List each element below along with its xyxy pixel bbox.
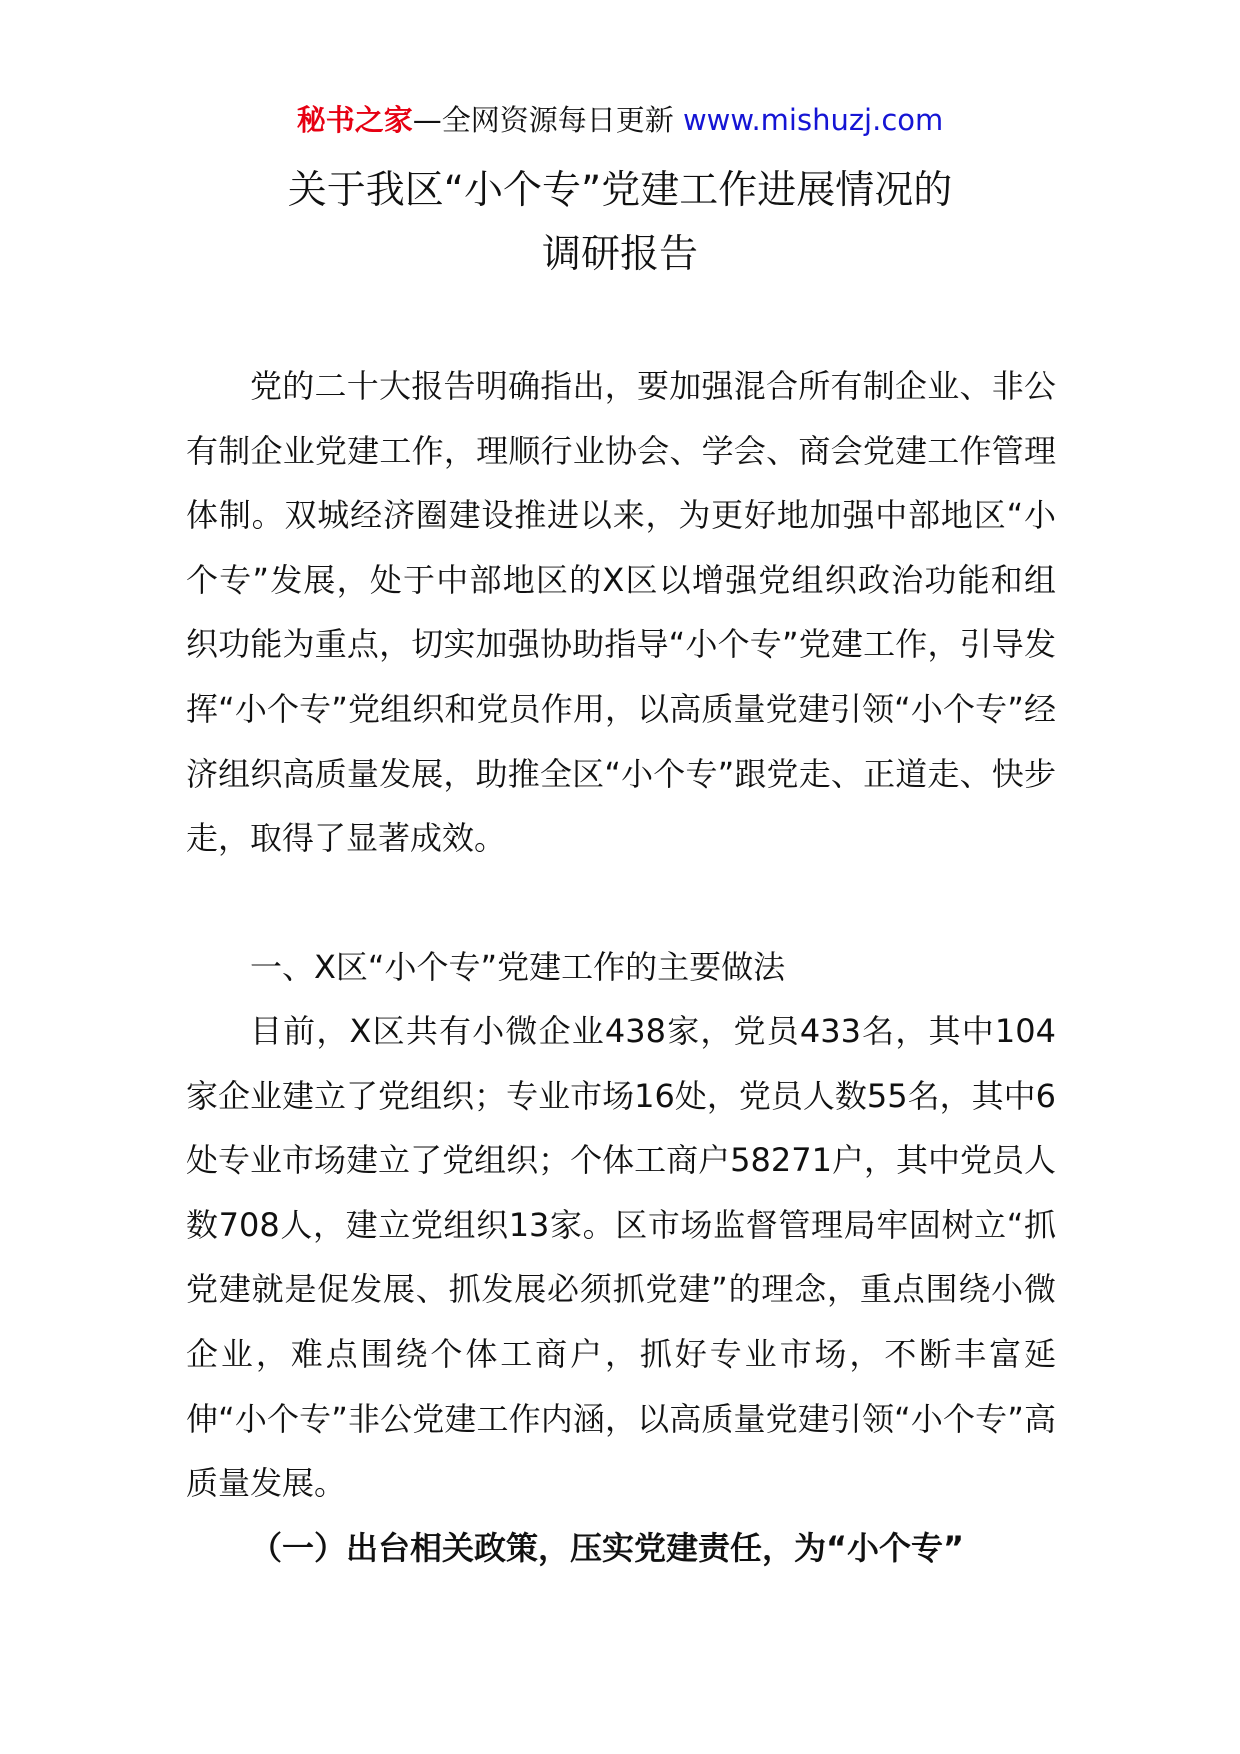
site-tagline: —全网资源每日更新 xyxy=(412,103,683,137)
section-paragraph-text: 目前，X区共有小微企业438家，党员433名，其中104家企业建立了党组织；专业市场16处，党员人数55名，其中6处专业市场建立了党组织；个体工商户58271户，其中党员人数708人，建立党组织13家。区市场监督管理局牢固树立“抓党建就是促发展、抓发展必须抓党建”的理念，重点围绕小微企业，难点围绕个体工商户，抓好专业市场，不断丰富延伸“小个专”非公党建工作内涵，以高质量党建引领“小个专”高质量发展。 xyxy=(186,1012,1056,1503)
document-title-line1: 关于我区“小个专”党建工作进展情况的 xyxy=(287,168,953,213)
document-title-line2: 调研报告 xyxy=(541,232,698,277)
intro-paragraph xyxy=(186,354,1056,871)
site-brand: 秘书之家 xyxy=(296,103,413,137)
intro-paragraph-text: 党的二十大报告明确指出，要加强混合所有制企业、非公有制企业党建工作，理顺行业协会、学会、商会党建工作管理体制。双城经济圈建设推进以来，为更好地加强中部地区“小个专”发展，处于中部地区的X区以增强党组织政治功能和组织功能为重点，切实加强协助指导“小个专”党建工作，引导发挥“小个专”党组织和党员作用，以高质量党建引领“小个专”经济组织高质量发展，助推全区“小个专”跟党走、正道走、快步走，取得了显著成效。 xyxy=(186,367,1056,858)
site-header xyxy=(0,100,1240,140)
section-heading: 一、X区“小个专”党建工作的主要做法 xyxy=(250,948,786,986)
subsection-heading: （一）出台相关政策，压实党建责任，为“小个专” xyxy=(250,1529,965,1567)
section-paragraph xyxy=(186,999,1056,1516)
site-url: www.mishuzj.com xyxy=(682,103,944,137)
